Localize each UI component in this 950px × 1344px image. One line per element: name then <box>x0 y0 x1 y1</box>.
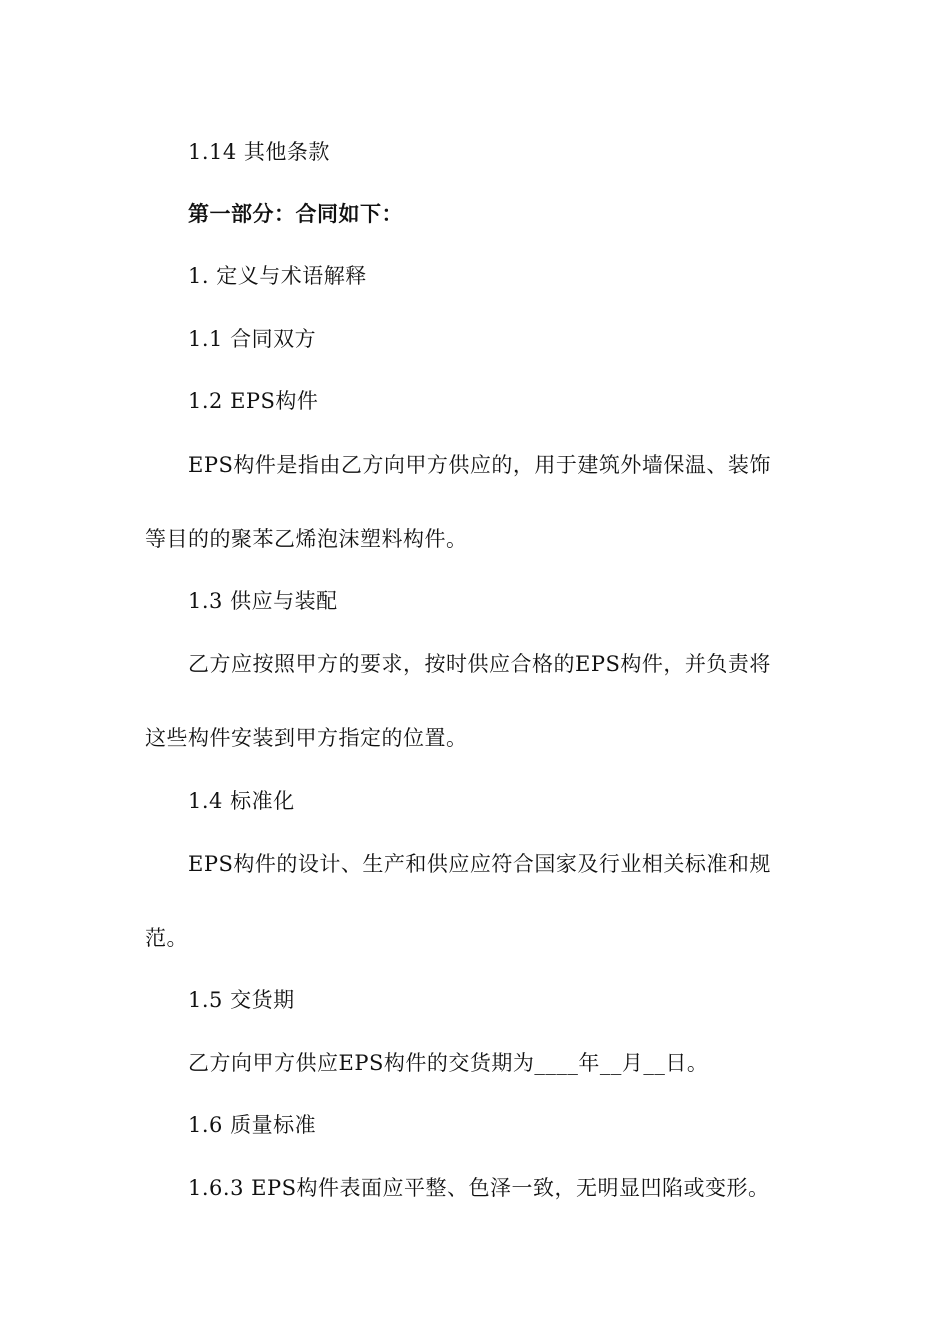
clause-1-3-text-line-2: 这些构件安装到甲方指定的位置。 <box>145 726 468 750</box>
clause-1-3-text-line-1: 乙方应按照甲方的要求，按时供应合格的EPS构件，并负责将 <box>188 652 771 676</box>
clause-1-1-heading: 1.1 合同双方 <box>188 327 317 351</box>
clause-1-6-heading: 1.6 质量标准 <box>188 1113 317 1137</box>
clause-1-heading: 1. 定义与术语解释 <box>188 264 367 288</box>
clause-1-5-text: 乙方向甲方供应EPS构件的交货期为____年__月__日。 <box>188 1051 709 1075</box>
clause-1-5-heading: 1.5 交货期 <box>188 988 295 1012</box>
clause-1-4-heading: 1.4 标准化 <box>188 789 295 813</box>
clause-1-2-text-line-2: 等目的的聚苯乙烯泡沫塑料构件。 <box>145 527 468 551</box>
clause-1-2-text-line-1: EPS构件是指由乙方向甲方供应的，用于建筑外墙保温、装饰 <box>188 453 771 477</box>
clause-1-4-text-line-2: 范。 <box>145 926 188 950</box>
clause-1-6-3-text: 1.6.3 EPS构件表面应平整、色泽一致，无明显凹陷或变形。 <box>188 1176 770 1200</box>
clause-1-2-heading: 1.2 EPS构件 <box>188 389 319 413</box>
clause-1-4-text-line-1: EPS构件的设计、生产和供应应符合国家及行业相关标准和规 <box>188 852 771 876</box>
clause-1-14-heading: 1.14 其他条款 <box>188 140 330 164</box>
section-heading-part-one: 第一部分：合同如下： <box>188 201 403 226</box>
clause-1-3-heading: 1.3 供应与装配 <box>188 589 338 613</box>
